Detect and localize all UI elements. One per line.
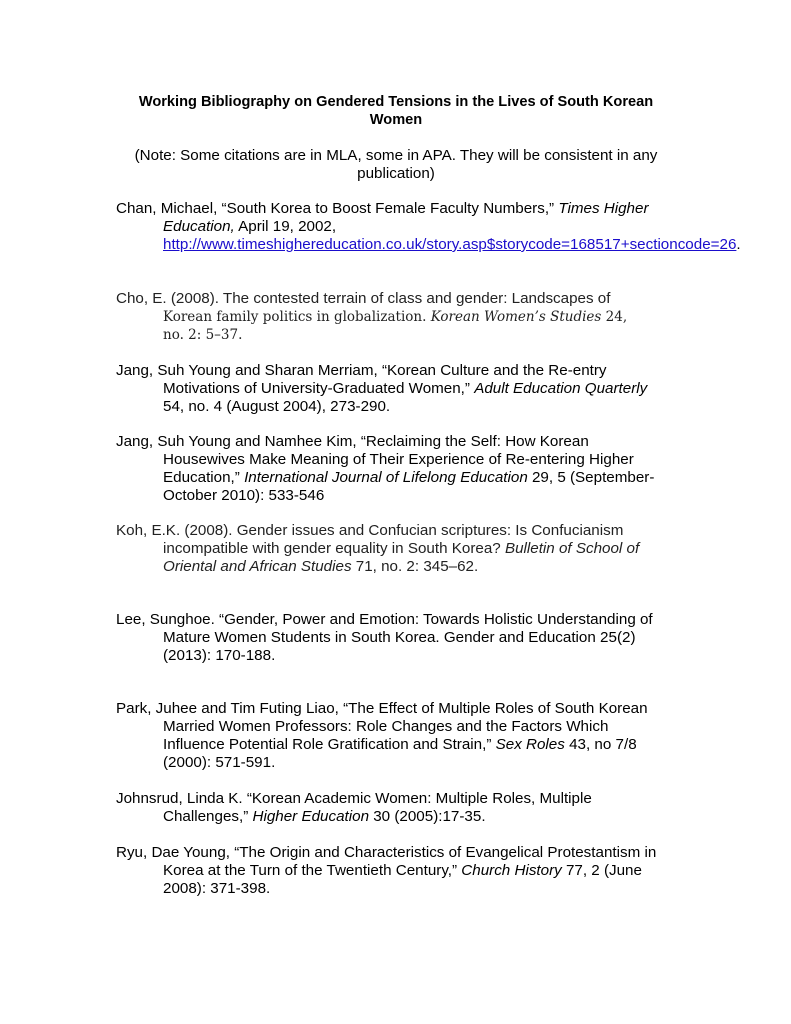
entry-text: Park, Juhee and Tim Futing Liao, “The Effect of Multiple Roles of South Korean Married Women Professors: Role Changes and the Factors Which Influence Potential Role Gratification and Strain,”: [116, 700, 648, 753]
bib-entry-cho: [116, 290, 636, 344]
bib-entry-park-liao: [116, 700, 668, 772]
entry-text: Cho, E. (2008). The contested terrain of class and gender: Landscapes of: [116, 290, 611, 307]
entry-text: 77, 2 (June 2008): 371-398.: [163, 862, 642, 897]
entry-text: Chan, Michael, “South Korea to Boost Female Faculty Numbers,”: [116, 200, 559, 217]
entry-journal: Korean Women’s Studies: [430, 309, 602, 325]
entry-text: .: [736, 236, 741, 253]
entry-text: Johnsrud, Linda K. “Korean Academic Women: Multiple Roles, Multiple Challenges,”: [116, 790, 592, 825]
entry-text: 24, no. 2: 5–37.: [163, 309, 628, 343]
entry-journal: Bulletin of School of Oriental and African Studies: [163, 540, 640, 575]
entry-serif-text: [163, 309, 627, 343]
entry-text: Koh, E.K. (2008). Gender issues and Confucian scriptures: Is Confucianism incompatible with gender equality in South Korea?: [116, 522, 624, 557]
entry-text: Jang, Suh Young and Namhee Kim, “Reclaiming the Self: How Korean Housewives Make Meaning of Their Experience of Re-entering Higher Education,”: [116, 433, 634, 486]
bib-entry-jang-kim: [116, 433, 672, 505]
bib-entry-chan: [116, 200, 741, 254]
entry-journal: Church History: [461, 862, 562, 879]
entry-text: 30 (2005):17-35.: [369, 808, 486, 825]
article-link[interactable]: http://www.timeshighereducation.co.uk/story.asp$storycode=168517+sectioncode=26: [163, 236, 737, 253]
entry-text: 43, no 7/8 (2000): 571-591.: [163, 736, 637, 771]
document-title: Working Bibliography on Gendered Tensions in the Lives of South Korean Women: [138, 94, 654, 128]
bib-entry-koh: [116, 522, 656, 576]
entry-journal: Sex Roles: [495, 736, 565, 753]
entry-journal: Adult Education Quarterly: [474, 380, 648, 397]
entry-journal: Times Higher Education,: [163, 200, 649, 235]
entry-journal: International Journal of Lifelong Education: [244, 469, 528, 486]
bib-entry-lee: [116, 611, 676, 665]
entry-text: Jang, Suh Young and Sharan Merriam, “Korean Culture and the Re-entry Motivations of University-Graduated Women,”: [116, 362, 607, 397]
bib-entry-johnsrud: [116, 790, 616, 826]
bib-entry-ryu: [116, 844, 676, 898]
entry-text: 29, 5 (September-October 2010): 533-546: [163, 469, 655, 504]
citation-note: (Note: Some citations are in MLA, some in APA. They will be consistent in any publication): [134, 147, 658, 182]
entry-text: Korean family politics in globalization.: [163, 309, 431, 325]
entry-text: 71, no. 2: 345–62.: [351, 558, 479, 575]
bib-entry-jang-merriam: [116, 362, 672, 416]
entry-text: Lee, Sunghoe. “Gender, Power and Emotion: Towards Holistic Understanding of Mature Women Students in South Korea. Gender and Education 25(2) (2013): 170-188.: [116, 611, 653, 664]
entry-text: April 19, 2002,: [234, 218, 337, 235]
entry-journal: Higher Education: [252, 808, 370, 825]
entry-text: Ryu, Dae Young, “The Origin and Characteristics of Evangelical Protestantism in Korea at the Turn of the Twentieth Century,”: [116, 844, 657, 879]
entry-text: 54, no. 4 (August 2004), 273-290.: [163, 398, 391, 415]
